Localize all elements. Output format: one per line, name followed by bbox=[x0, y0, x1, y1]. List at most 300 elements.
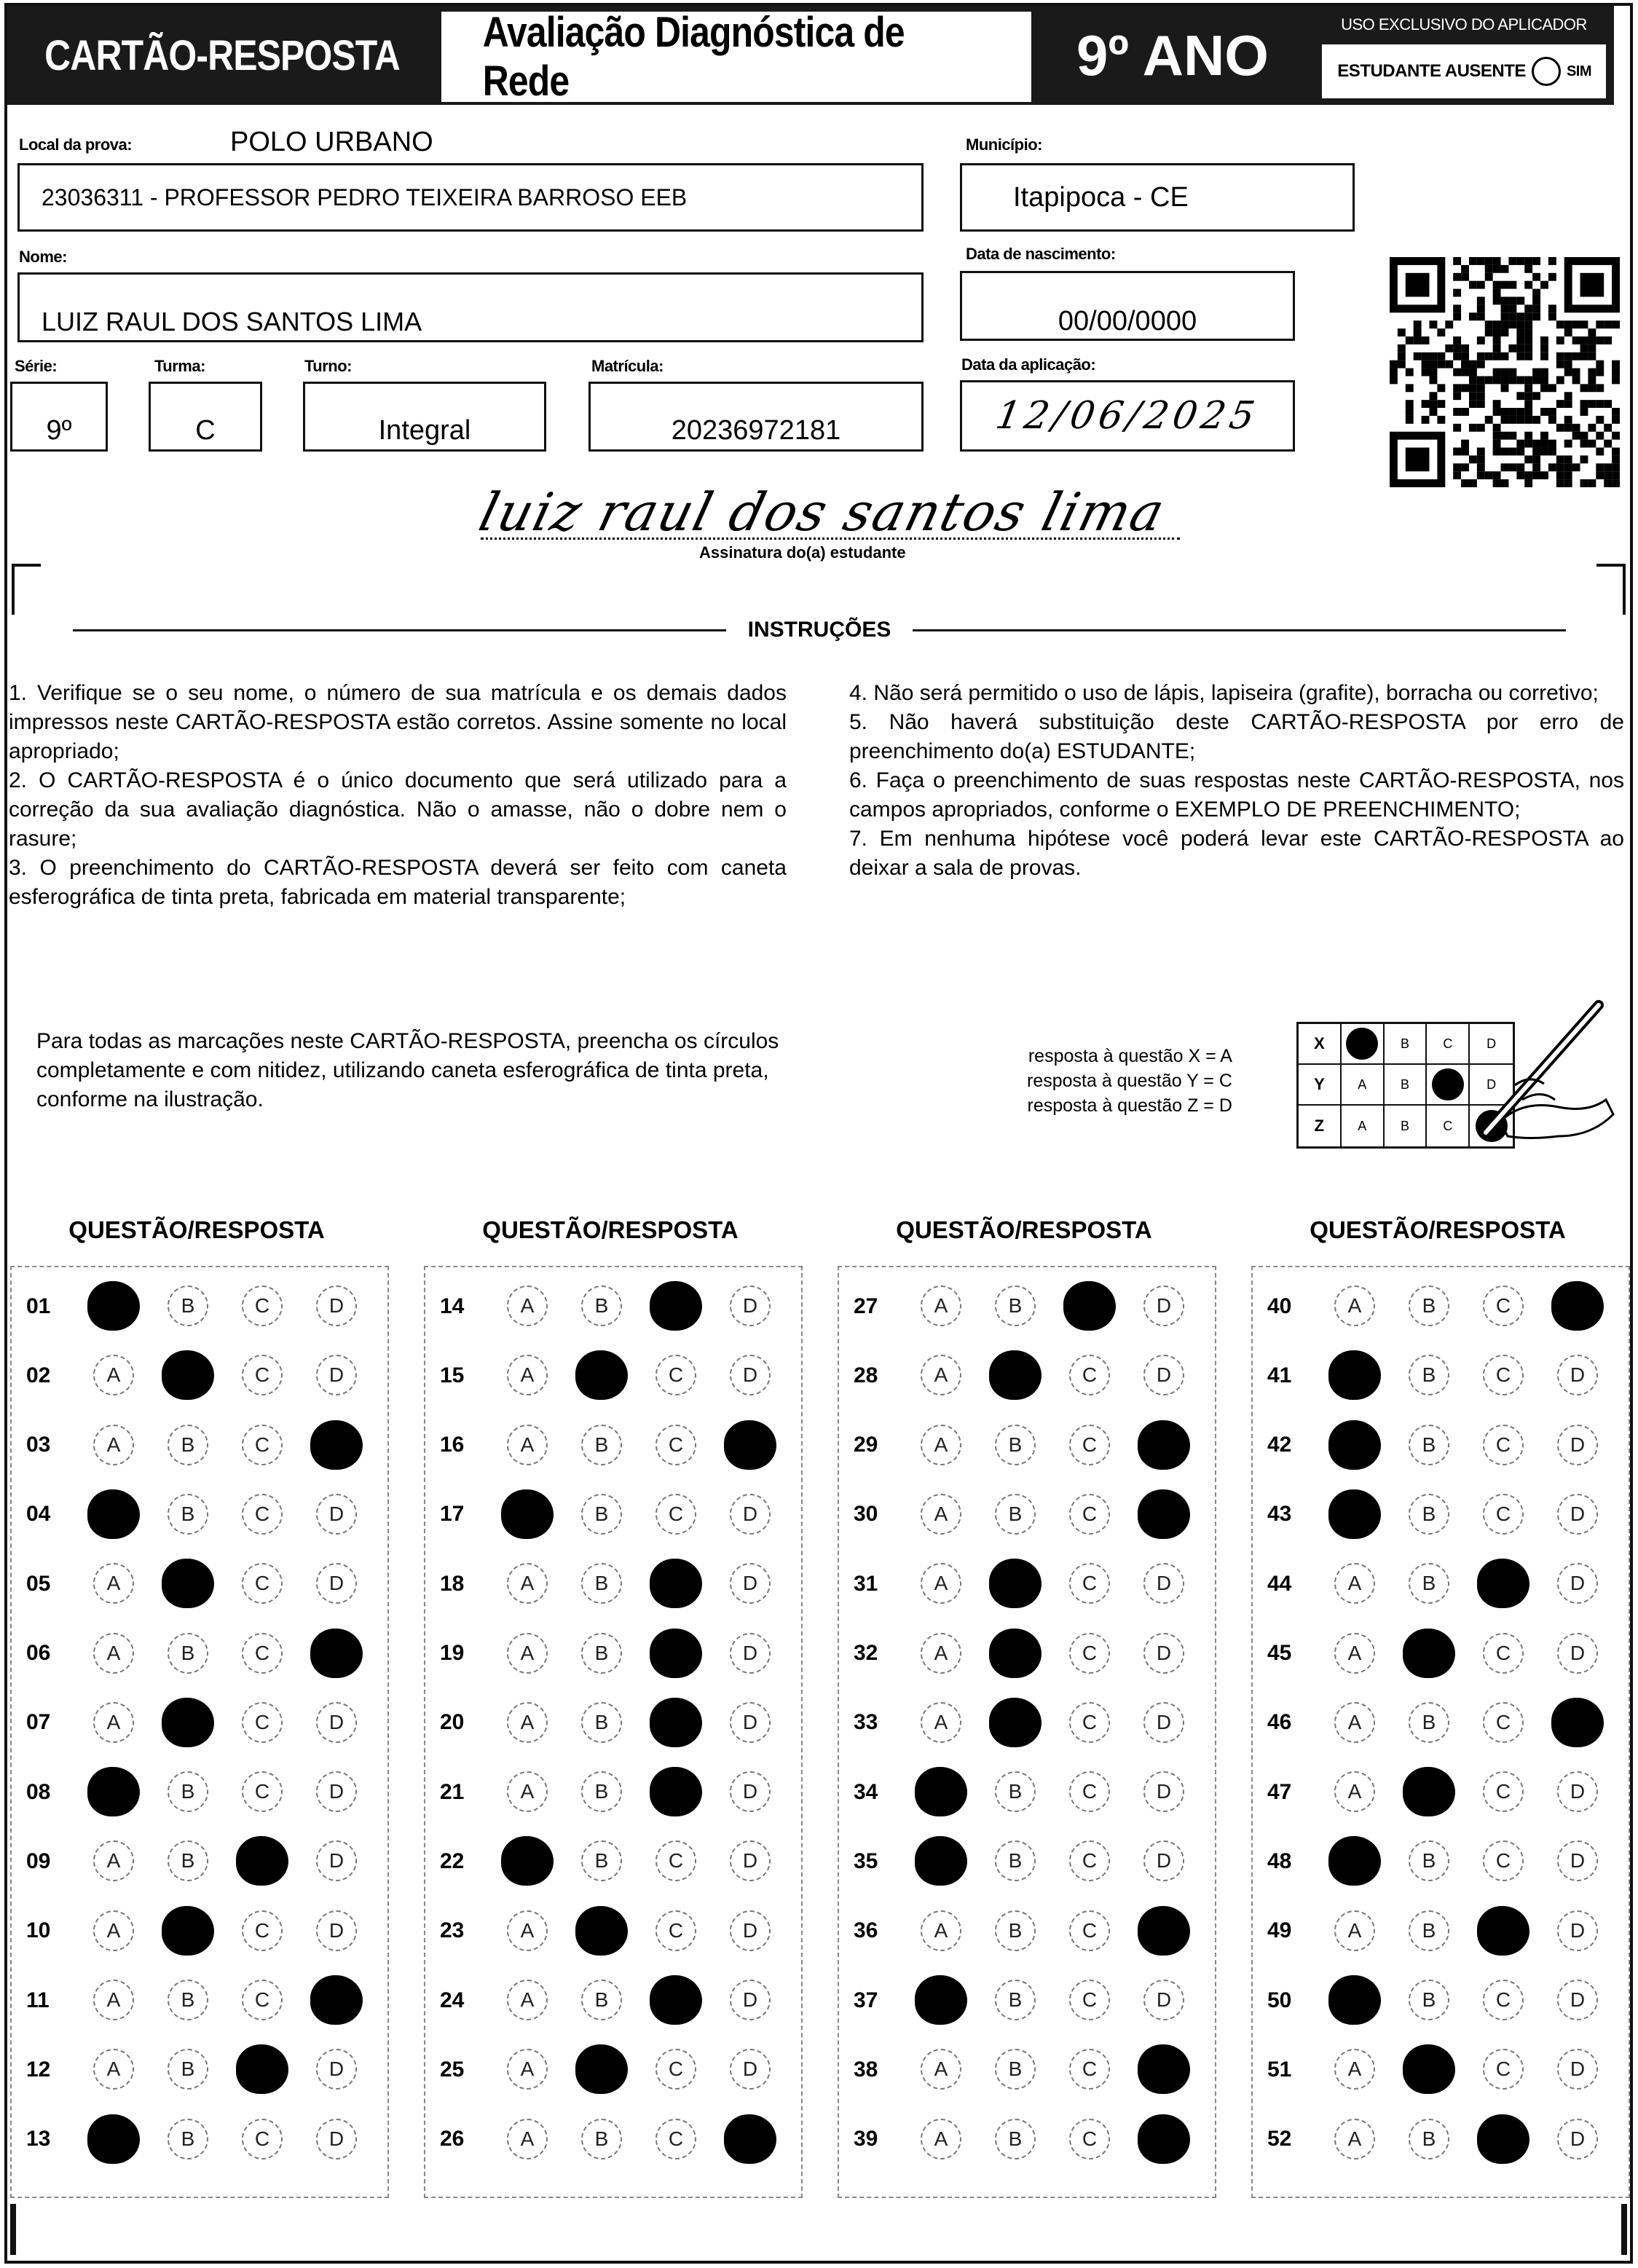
answer-bubble[interactable]: C bbox=[242, 1910, 283, 1951]
qr-module bbox=[1508, 304, 1516, 312]
example-option-letter: C bbox=[1443, 1036, 1453, 1051]
answer-bubble[interactable]: C bbox=[655, 1840, 696, 1881]
answer-bubble-filled[interactable] bbox=[162, 1906, 214, 1956]
answer-bubble-filled[interactable] bbox=[1403, 1767, 1455, 1816]
answer-bubble-filled[interactable] bbox=[1403, 1629, 1455, 1678]
answer-bubble[interactable]: A bbox=[921, 1355, 961, 1395]
answer-bubble[interactable]: C bbox=[655, 1494, 696, 1535]
answer-bubble[interactable]: A bbox=[93, 1840, 134, 1881]
answer-bubble[interactable]: A bbox=[507, 1910, 548, 1951]
answer-bubble[interactable]: B bbox=[168, 1285, 208, 1326]
answer-bubble[interactable]: C bbox=[1069, 1980, 1110, 2020]
question-number: 07 bbox=[26, 1710, 51, 1735]
answer-bubble[interactable]: B bbox=[581, 1771, 622, 1812]
qr-module bbox=[1469, 455, 1477, 463]
question-number: 10 bbox=[26, 1918, 51, 1943]
answer-bubble-filled[interactable] bbox=[1551, 1698, 1604, 1747]
qr-module bbox=[1390, 369, 1398, 377]
legend-z: resposta à questão Z = D bbox=[1027, 1095, 1232, 1116]
answer-bubble[interactable]: B bbox=[995, 1771, 1036, 1812]
answer-bubble[interactable]: B bbox=[581, 1980, 622, 2020]
answer-bubble[interactable]: B bbox=[581, 1563, 622, 1604]
answer-bubble[interactable]: C bbox=[242, 1633, 283, 1674]
qr-module bbox=[1493, 353, 1501, 361]
answer-bubble[interactable]: D bbox=[730, 1633, 771, 1674]
answer-bubble[interactable]: C bbox=[655, 1910, 696, 1951]
qr-module bbox=[1532, 304, 1540, 312]
answer-bubble[interactable]: C bbox=[1069, 1563, 1110, 1604]
answer-bubble[interactable]: B bbox=[581, 1425, 622, 1465]
question-number: 51 bbox=[1267, 2057, 1292, 2082]
answer-bubble-filled[interactable] bbox=[575, 1350, 628, 1400]
answer-bubble[interactable]: D bbox=[316, 2049, 357, 2090]
answer-bubble[interactable]: A bbox=[921, 1494, 961, 1535]
answer-bubble-filled[interactable] bbox=[1328, 1350, 1381, 1400]
answer-bubble[interactable]: D bbox=[1557, 1633, 1598, 1674]
answer-bubble[interactable]: D bbox=[1557, 2119, 1598, 2159]
answer-bubble[interactable]: B bbox=[1409, 2119, 1449, 2159]
answer-bubble[interactable]: A bbox=[1334, 2049, 1375, 2090]
answer-bubble[interactable]: D bbox=[730, 1910, 771, 1951]
qr-module bbox=[1406, 448, 1430, 472]
answer-bubble[interactable]: D bbox=[1557, 2049, 1598, 2090]
answer-bubble[interactable]: A bbox=[1334, 1563, 1375, 1604]
answer-bubble-filled[interactable] bbox=[650, 1281, 702, 1331]
answer-bubble[interactable]: D bbox=[1557, 1425, 1598, 1465]
answer-bubble[interactable]: A bbox=[921, 1910, 961, 1951]
answer-bubble[interactable]: B bbox=[995, 1425, 1036, 1465]
qr-module bbox=[1461, 384, 1469, 392]
qr-module bbox=[1540, 281, 1548, 289]
answer-bubble[interactable]: A bbox=[921, 2119, 961, 2159]
qr-module bbox=[1508, 320, 1516, 328]
instruction-6: 6. Faça o preenchimento de suas respostas neste CARTÃO-RESPOSTA, nos campos apropriados, conforme o EXEMPLO DE PREENCHIMENTO; bbox=[849, 768, 1624, 822]
qr-module bbox=[1540, 384, 1548, 392]
answer-bubble[interactable]: D bbox=[1557, 1494, 1598, 1535]
answer-bubble[interactable]: B bbox=[581, 1702, 622, 1743]
qr-module bbox=[1532, 455, 1540, 463]
answer-bubble[interactable]: B bbox=[1409, 1425, 1449, 1465]
answer-bubble-filled[interactable] bbox=[575, 2044, 628, 2094]
answer-bubble[interactable]: C bbox=[1483, 1633, 1524, 1674]
answer-bubble[interactable]: D bbox=[1143, 1771, 1184, 1812]
answer-bubble[interactable]: A bbox=[507, 1563, 548, 1604]
answer-bubble-filled[interactable] bbox=[1328, 1420, 1381, 1470]
example-option-letter: A bbox=[1358, 1118, 1367, 1133]
qr-module bbox=[1516, 376, 1524, 384]
answer-bubble[interactable]: B bbox=[1409, 1702, 1449, 1743]
qr-module bbox=[1469, 257, 1477, 265]
legend-x: resposta à questão X = A bbox=[1028, 1046, 1232, 1066]
answer-bubble[interactable]: D bbox=[316, 1355, 357, 1395]
answer-bubble-filled[interactable] bbox=[1138, 1489, 1190, 1539]
qr-module bbox=[1398, 344, 1406, 353]
answer-row bbox=[1253, 1411, 1631, 1480]
qr-module bbox=[1485, 376, 1493, 384]
municipio-value: Itapipoca - CE bbox=[1013, 181, 1189, 213]
answer-bubble[interactable]: A bbox=[93, 1563, 134, 1604]
answer-bubble[interactable]: C bbox=[242, 1285, 283, 1326]
answer-bubble[interactable]: B bbox=[581, 1285, 622, 1326]
answer-bubble[interactable]: A bbox=[1334, 2119, 1375, 2159]
answer-bubble[interactable]: A bbox=[507, 1633, 548, 1674]
answer-bubble[interactable]: B bbox=[168, 1494, 208, 1535]
qr-module bbox=[1580, 353, 1588, 361]
qr-module bbox=[1501, 479, 1509, 487]
qr-module bbox=[1524, 265, 1532, 273]
answer-bubble[interactable]: A bbox=[507, 2049, 548, 2090]
answer-bubble[interactable]: B bbox=[168, 1771, 208, 1812]
qr-module bbox=[1501, 384, 1509, 392]
answer-bubble[interactable]: A bbox=[1334, 1285, 1375, 1326]
answer-row bbox=[1253, 1272, 1631, 1341]
answer-bubble[interactable]: A bbox=[507, 1285, 548, 1326]
qr-module bbox=[1540, 408, 1548, 416]
answer-bubble[interactable]: A bbox=[507, 1771, 548, 1812]
qr-module bbox=[1540, 432, 1548, 440]
answer-bubble-filled[interactable] bbox=[1477, 1559, 1529, 1608]
qr-module bbox=[1501, 353, 1509, 361]
answer-bubble[interactable]: C bbox=[242, 1494, 283, 1535]
qr-module bbox=[1453, 353, 1461, 361]
qr-module bbox=[1572, 463, 1580, 471]
answer-bubble[interactable]: C bbox=[1483, 1840, 1524, 1881]
answer-bubble-filled[interactable] bbox=[162, 1698, 214, 1747]
answer-bubble[interactable]: C bbox=[655, 2049, 696, 2090]
answer-bubble[interactable]: C bbox=[1483, 2049, 1524, 2090]
answer-bubble[interactable]: B bbox=[995, 1840, 1036, 1881]
answer-bubble-filled[interactable] bbox=[650, 1698, 702, 1747]
answer-bubble[interactable]: A bbox=[921, 1563, 961, 1604]
answer-bubble[interactable]: B bbox=[168, 2049, 208, 2090]
answer-bubble-filled[interactable] bbox=[1138, 1906, 1190, 1956]
answer-bubble-filled[interactable] bbox=[724, 1420, 776, 1470]
answer-bubble[interactable]: A bbox=[1334, 1702, 1375, 1743]
answer-bubble-filled[interactable] bbox=[1138, 2044, 1190, 2094]
answer-bubble-filled[interactable] bbox=[501, 1836, 554, 1886]
answer-bubble[interactable]: B bbox=[168, 1633, 208, 1674]
absent-bubble[interactable] bbox=[1532, 57, 1561, 86]
answer-bubble[interactable]: C bbox=[242, 1425, 283, 1465]
answer-bubble[interactable]: A bbox=[93, 2049, 134, 2090]
answer-bubble[interactable]: B bbox=[995, 2049, 1036, 2090]
answer-bubble-filled[interactable] bbox=[87, 1281, 140, 1331]
legend-y: resposta à questão Y = C bbox=[1027, 1071, 1232, 1091]
example-option-letter: B bbox=[1401, 1036, 1410, 1051]
answer-bubble[interactable]: C bbox=[1483, 1285, 1524, 1326]
answer-bubble[interactable]: D bbox=[730, 1563, 771, 1604]
answer-row bbox=[839, 1272, 1218, 1341]
answer-bubble-filled[interactable] bbox=[87, 2114, 140, 2164]
question-number: 32 bbox=[854, 1641, 878, 1665]
qr-module bbox=[1477, 281, 1485, 289]
qr-module bbox=[1406, 336, 1414, 344]
qr-module bbox=[1493, 369, 1501, 377]
qr-module bbox=[1564, 479, 1572, 487]
answer-bubble[interactable]: C bbox=[1483, 1702, 1524, 1743]
answer-bubble[interactable]: B bbox=[1409, 1355, 1449, 1395]
answer-bubble[interactable]: C bbox=[1069, 1355, 1110, 1395]
answer-bubble-filled[interactable] bbox=[650, 1767, 702, 1816]
qr-module bbox=[1612, 416, 1620, 424]
answer-bubble[interactable]: B bbox=[995, 1910, 1036, 1951]
answer-bubble[interactable]: A bbox=[1334, 1633, 1375, 1674]
answer-row bbox=[839, 1897, 1218, 1966]
answer-bubble[interactable]: D bbox=[730, 1355, 771, 1395]
answer-bubble[interactable]: C bbox=[655, 1425, 696, 1465]
answer-bubble[interactable]: C bbox=[1069, 2119, 1110, 2159]
answer-bubble[interactable]: B bbox=[995, 1980, 1036, 2020]
qr-module bbox=[1390, 361, 1398, 369]
answer-bubble[interactable]: A bbox=[507, 1355, 548, 1395]
answer-bubble[interactable]: D bbox=[1143, 1355, 1184, 1395]
aplicacao-label: Data da aplicação: bbox=[961, 355, 1096, 374]
answer-bubble-filled[interactable] bbox=[1477, 1906, 1529, 1956]
qr-module bbox=[1516, 392, 1524, 400]
qr-module bbox=[1453, 369, 1461, 377]
qr-module bbox=[1532, 471, 1540, 479]
qr-module bbox=[1508, 281, 1516, 289]
answer-bubble-filled[interactable] bbox=[162, 1559, 214, 1608]
answer-bubble[interactable]: C bbox=[1069, 2049, 1110, 2090]
answer-bubble[interactable]: A bbox=[921, 1633, 961, 1674]
answer-bubble[interactable]: A bbox=[93, 1702, 134, 1743]
answer-bubble[interactable]: D bbox=[1143, 1840, 1184, 1881]
answer-bubble[interactable]: D bbox=[730, 1702, 771, 1743]
answer-bubble[interactable]: D bbox=[1143, 1285, 1184, 1326]
answer-bubble-filled[interactable] bbox=[575, 1906, 628, 1956]
answer-bubble[interactable]: D bbox=[1557, 1771, 1598, 1812]
qr-module bbox=[1422, 416, 1430, 424]
qr-module bbox=[1604, 320, 1612, 328]
answer-bubble[interactable]: C bbox=[1069, 1425, 1110, 1465]
instruction-1: 1. Verifique se o seu nome, o número de sua matrícula e os demais dados impressos neste CARTÃO-RESPOSTA estão corretos. Assine somente no local apropriado; bbox=[9, 681, 787, 763]
answer-bubble[interactable]: C bbox=[1069, 1910, 1110, 1951]
answer-bubble[interactable]: D bbox=[730, 1771, 771, 1812]
answer-bubble[interactable]: A bbox=[1334, 1771, 1375, 1812]
qr-module bbox=[1604, 440, 1612, 448]
answer-bubble[interactable]: C bbox=[242, 1563, 283, 1604]
question-number: 20 bbox=[440, 1710, 465, 1735]
qr-module bbox=[1406, 369, 1414, 377]
answer-bubble[interactable]: C bbox=[242, 1355, 283, 1395]
answer-bubble-filled[interactable] bbox=[915, 1836, 967, 1886]
answer-bubble[interactable]: B bbox=[1409, 1910, 1449, 1951]
answer-bubble[interactable]: B bbox=[581, 1840, 622, 1881]
question-number: 16 bbox=[440, 1433, 465, 1457]
answer-bubble-filled[interactable] bbox=[724, 2114, 776, 2164]
answer-bubble-filled[interactable] bbox=[501, 1489, 554, 1539]
example-option bbox=[1342, 1024, 1385, 1063]
answer-bubble-filled[interactable] bbox=[87, 1489, 140, 1539]
answer-bubble-filled[interactable] bbox=[1551, 1281, 1604, 1331]
answer-bubble[interactable]: B bbox=[168, 1980, 208, 2020]
answer-bubble[interactable]: C bbox=[655, 1355, 696, 1395]
answer-bubble[interactable]: A bbox=[921, 1285, 961, 1326]
answer-bubble-filled[interactable] bbox=[310, 1975, 363, 2025]
answer-bubble[interactable]: A bbox=[921, 1702, 961, 1743]
answer-bubble[interactable]: D bbox=[1557, 1980, 1598, 2020]
qr-module bbox=[1461, 408, 1469, 416]
question-number: 26 bbox=[440, 2127, 465, 2151]
answer-bubble[interactable]: B bbox=[1409, 1285, 1449, 1326]
answer-bubble-filled[interactable] bbox=[1138, 2114, 1190, 2164]
answer-bubble[interactable]: D bbox=[730, 1494, 771, 1535]
answer-bubble[interactable]: C bbox=[1069, 1633, 1110, 1674]
answer-bubble-filled[interactable] bbox=[310, 1629, 363, 1678]
example-option bbox=[1427, 1024, 1470, 1063]
answer-bubble-filled[interactable] bbox=[1328, 1975, 1381, 2025]
answer-bubble[interactable]: B bbox=[1409, 1563, 1449, 1604]
answer-bubble-filled[interactable] bbox=[1403, 2044, 1455, 2094]
answer-bubble[interactable]: C bbox=[1483, 1980, 1524, 2020]
answer-bubble[interactable]: B bbox=[168, 1425, 208, 1465]
qr-module bbox=[1516, 344, 1524, 353]
qr-module bbox=[1453, 344, 1461, 353]
answer-bubble[interactable]: C bbox=[1483, 1494, 1524, 1535]
answer-bubble[interactable]: D bbox=[316, 1840, 357, 1881]
answer-bubble[interactable]: D bbox=[1557, 1910, 1598, 1951]
answer-bubble[interactable]: D bbox=[730, 1840, 771, 1881]
answer-bubble-filled[interactable] bbox=[915, 1767, 967, 1816]
answer-bubble[interactable]: C bbox=[1069, 1840, 1110, 1881]
answer-bubble-filled[interactable] bbox=[1328, 1836, 1381, 1886]
qr-module bbox=[1564, 463, 1572, 471]
question-number: 18 bbox=[440, 1571, 465, 1596]
qr-module bbox=[1461, 463, 1469, 471]
qr-module bbox=[1398, 328, 1406, 336]
answer-bubble[interactable]: D bbox=[316, 2119, 357, 2159]
answer-bubble-filled[interactable] bbox=[989, 1559, 1042, 1608]
answer-bubble[interactable]: D bbox=[316, 1771, 357, 1812]
municipio-label: Município: bbox=[966, 135, 1042, 154]
qr-module bbox=[1604, 479, 1612, 487]
nome-field bbox=[17, 272, 924, 342]
corner-mark-tl bbox=[12, 564, 41, 615]
answer-bubble[interactable]: B bbox=[581, 2119, 622, 2159]
answer-bubble[interactable]: D bbox=[1557, 1840, 1598, 1881]
answer-bubble-filled[interactable] bbox=[1328, 1489, 1381, 1539]
answer-bubble[interactable]: B bbox=[995, 2119, 1036, 2159]
answer-bubble-filled[interactable] bbox=[162, 1350, 214, 1400]
qr-module bbox=[1477, 384, 1485, 392]
answer-bubble[interactable]: C bbox=[1483, 1771, 1524, 1812]
answer-bubble[interactable]: D bbox=[1143, 1980, 1184, 2020]
qr-module bbox=[1508, 257, 1516, 265]
answer-bubble[interactable]: A bbox=[93, 1355, 134, 1395]
answer-bubble[interactable]: D bbox=[1143, 1563, 1184, 1604]
answer-bubble[interactable]: A bbox=[921, 2049, 961, 2090]
answer-bubble[interactable]: B bbox=[168, 2119, 208, 2159]
qr-module bbox=[1524, 320, 1532, 328]
answer-bubble[interactable]: A bbox=[921, 1425, 961, 1465]
answer-bubble-filled[interactable] bbox=[236, 2044, 288, 2094]
answer-bubble[interactable]: B bbox=[1409, 1980, 1449, 2020]
qr-module bbox=[1588, 353, 1596, 361]
answer-row bbox=[12, 1341, 390, 1410]
answer-bubble[interactable]: C bbox=[1069, 1494, 1110, 1535]
answer-row bbox=[839, 1619, 1218, 1688]
answer-bubble-filled[interactable] bbox=[236, 1836, 288, 1886]
answer-bubble-filled[interactable] bbox=[650, 1975, 702, 2025]
answer-bubble-filled[interactable] bbox=[310, 1420, 363, 1470]
qr-module bbox=[1516, 408, 1524, 416]
answer-bubble[interactable]: A bbox=[93, 1425, 134, 1465]
answer-bubble[interactable]: D bbox=[316, 1702, 357, 1743]
question-number: 50 bbox=[1267, 1988, 1292, 2012]
answer-bubble[interactable]: A bbox=[1334, 1910, 1375, 1951]
answer-bubble[interactable]: D bbox=[316, 1563, 357, 1604]
qr-module bbox=[1556, 455, 1564, 463]
qr-module bbox=[1532, 448, 1540, 456]
answer-bubble[interactable]: B bbox=[581, 1494, 622, 1535]
answer-bubble-filled[interactable] bbox=[1063, 1281, 1116, 1331]
answer-bubble[interactable]: C bbox=[655, 2119, 696, 2159]
answer-bubble-filled[interactable] bbox=[989, 1698, 1042, 1747]
answer-bubble[interactable]: D bbox=[316, 1910, 357, 1951]
qr-module bbox=[1548, 273, 1556, 281]
answer-bubble[interactable]: C bbox=[242, 2119, 283, 2159]
answer-bubble-filled[interactable] bbox=[650, 1629, 702, 1678]
answer-bubble[interactable]: C bbox=[1483, 1355, 1524, 1395]
answer-bubble-filled[interactable] bbox=[1138, 1420, 1190, 1470]
answer-bubble-filled[interactable] bbox=[989, 1350, 1042, 1400]
answer-bubble[interactable]: D bbox=[730, 1980, 771, 2020]
answer-bubble-filled[interactable] bbox=[650, 1559, 702, 1608]
answer-row bbox=[12, 1827, 390, 1896]
answer-bubble[interactable]: D bbox=[730, 1285, 771, 1326]
answer-bubble[interactable]: C bbox=[242, 1702, 283, 1743]
answer-bubble[interactable]: A bbox=[507, 1702, 548, 1743]
answer-bubble[interactable]: B bbox=[1409, 1494, 1449, 1535]
answer-bubble[interactable]: D bbox=[1557, 1563, 1598, 1604]
answer-bubble[interactable]: C bbox=[242, 1771, 283, 1812]
answer-bubble[interactable]: C bbox=[1069, 1702, 1110, 1743]
answer-bubble-filled[interactable] bbox=[87, 1767, 140, 1816]
answer-bubble[interactable]: D bbox=[730, 2049, 771, 2090]
answer-bubble[interactable]: A bbox=[507, 1425, 548, 1465]
answer-bubble[interactable]: C bbox=[1069, 1771, 1110, 1812]
answer-bubble[interactable]: D bbox=[1143, 1633, 1184, 1674]
answer-bubble-filled[interactable] bbox=[1477, 2114, 1529, 2164]
qr-module bbox=[1445, 361, 1453, 369]
answer-bubble-filled[interactable] bbox=[989, 1629, 1042, 1678]
example-option bbox=[1342, 1065, 1385, 1104]
qr-module bbox=[1540, 440, 1548, 448]
answer-bubble[interactable]: B bbox=[995, 1494, 1036, 1535]
answer-bubble[interactable]: D bbox=[316, 1494, 357, 1535]
answer-bubble[interactable]: D bbox=[1557, 1355, 1598, 1395]
answer-bubble[interactable]: A bbox=[507, 2119, 548, 2159]
answer-bubble[interactable]: B bbox=[995, 1285, 1036, 1326]
answer-bubble[interactable]: A bbox=[93, 1633, 134, 1674]
answer-bubble[interactable]: D bbox=[1143, 1702, 1184, 1743]
qr-module bbox=[1548, 463, 1556, 471]
answer-bubble[interactable]: C bbox=[1483, 1425, 1524, 1465]
answer-bubble[interactable]: B bbox=[581, 1633, 622, 1674]
answer-bubble[interactable]: B bbox=[168, 1840, 208, 1881]
answer-bubble-filled[interactable] bbox=[915, 1975, 967, 2025]
answer-bubble[interactable]: A bbox=[507, 1980, 548, 2020]
answer-bubble[interactable]: A bbox=[93, 1980, 134, 2020]
answer-bubble[interactable]: A bbox=[93, 1910, 134, 1951]
qr-module bbox=[1556, 463, 1564, 471]
answer-bubble[interactable]: D bbox=[316, 1285, 357, 1326]
instructions-left bbox=[9, 679, 787, 912]
qr-module bbox=[1461, 369, 1469, 377]
answer-bubble[interactable]: B bbox=[1409, 1840, 1449, 1881]
answer-bubble[interactable]: C bbox=[242, 1980, 283, 2020]
